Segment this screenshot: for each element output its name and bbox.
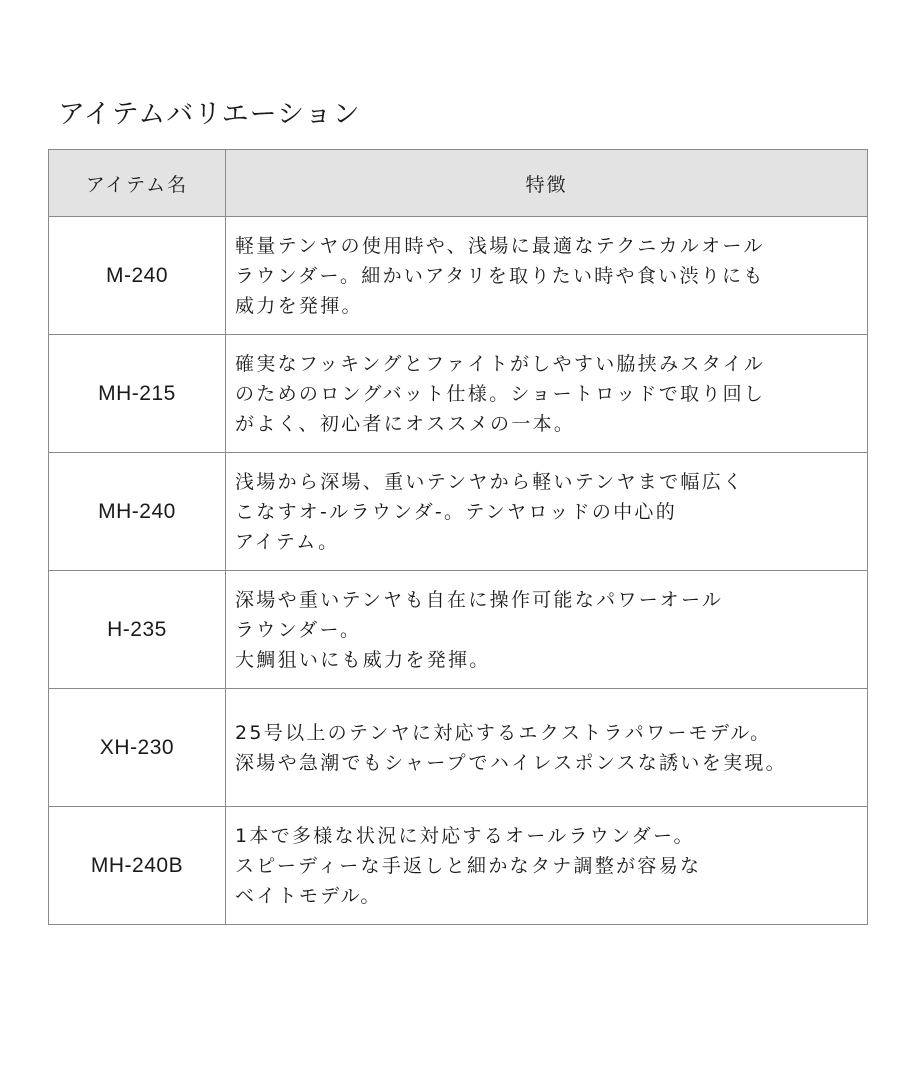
- feature-line: ベイトモデル。: [235, 884, 382, 907]
- feature-line: 威力を発揮。: [235, 294, 363, 317]
- table-row: [49, 453, 868, 571]
- table-header-row: [49, 150, 868, 217]
- feature-line: 深場や急潮でもシャープでハイレスポンスな誘いを実現。: [235, 751, 787, 774]
- feature-line: ラウンダー。: [235, 618, 362, 641]
- item-name: MH-240: [49, 453, 226, 571]
- feature-line: のためのロングバット仕様。ショートロッドで取り回し: [235, 382, 766, 405]
- feature-line: スピーディーな手返しと細かなタナ調整が容易な: [235, 854, 702, 877]
- item-feature: [226, 217, 868, 335]
- item-feature: [226, 571, 868, 689]
- table-row: [49, 571, 868, 689]
- item-feature: [226, 335, 868, 453]
- feature-line: 確実なフッキングとファイトがしやすい脇挟みスタイル: [235, 352, 766, 375]
- feature-line: こなすオ‐ルラウンダ‐。テンヤロッドの中心的: [235, 500, 678, 523]
- feature-line: 軽量テンヤの使用時や、浅場に最適なテクニカルオール: [235, 234, 765, 257]
- item-name: MH-215: [49, 335, 226, 453]
- feature-line: がよく、初心者にオススメの一本。: [235, 412, 576, 435]
- table-row: [49, 217, 868, 335]
- item-feature: [226, 689, 868, 807]
- table-row: [49, 807, 868, 925]
- item-name: M-240: [49, 217, 226, 335]
- item-variation-table: [48, 149, 868, 925]
- feature-line: 大鯛狙いにも威力を発揮。: [235, 648, 491, 671]
- item-name: XH-230: [49, 689, 226, 807]
- feature-line: 1本で多様な状況に対応するオールラウンダー。: [235, 824, 695, 847]
- item-name: H-235: [49, 571, 226, 689]
- feature-line: 25号以上のテンヤに対応するエクストラパワーモデル。: [235, 721, 772, 744]
- page-title: アイテムバリエーション: [58, 99, 361, 130]
- table-row: [49, 335, 868, 453]
- item-feature: [226, 453, 868, 571]
- header-item-name: アイテム名: [49, 150, 226, 217]
- feature-line: アイテム。: [235, 530, 340, 553]
- table-row: [49, 689, 868, 807]
- item-name: MH-240B: [49, 807, 226, 925]
- header-feature: 特徴: [226, 150, 868, 217]
- feature-line: ラウンダー。細かいアタリを取りたい時や食い渋りにも: [235, 264, 765, 287]
- feature-line: 深場や重いテンヤも自在に操作可能なパワーオール: [235, 588, 724, 611]
- item-feature: [226, 807, 868, 925]
- feature-line: 浅場から深場、重いテンヤから軽いテンヤまで幅広く: [235, 470, 745, 493]
